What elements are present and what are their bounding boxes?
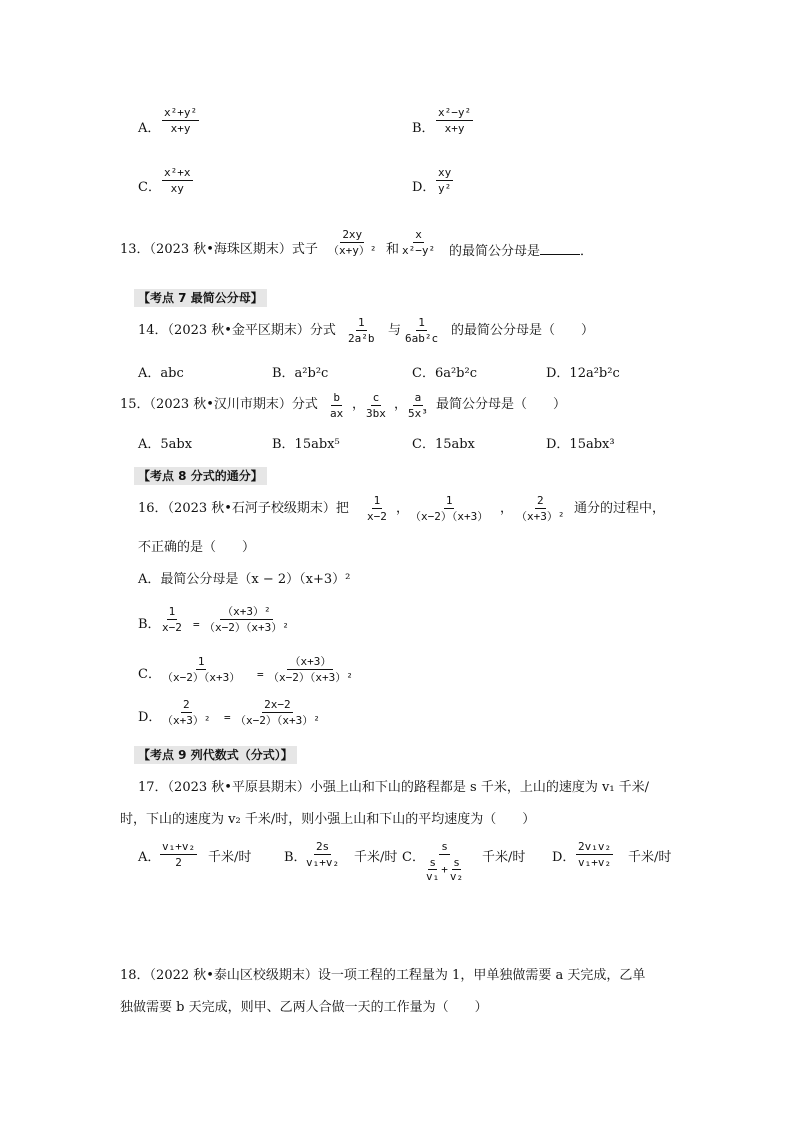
- fraction-denominator: （x−2）（x+3）: [410, 510, 489, 523]
- fraction-denominator: （x−2）（x+3）²: [235, 714, 320, 727]
- inner-fraction: [450, 856, 463, 883]
- fraction-denominator: x+y: [444, 122, 465, 135]
- q15-option-b[interactable]: B．15abx⁵: [272, 437, 340, 452]
- inner-numerator: s: [429, 856, 436, 869]
- fraction-denominator: v₁+v₂: [578, 856, 612, 869]
- q13-fraction-1: [326, 228, 379, 257]
- q14-option-c[interactable]: C．6a²b²c: [412, 366, 477, 381]
- q16-option-c-left: [160, 655, 242, 684]
- fraction-denominator: （x−2）（x+3）²: [268, 671, 353, 684]
- fraction-denominator: y²: [438, 182, 452, 195]
- q16-fraction-2: [408, 494, 490, 523]
- q15-fraction-1: [328, 391, 345, 420]
- q16-option-d-right: [233, 698, 322, 727]
- q15-suffix: 最简公分母是（ ）: [436, 397, 567, 412]
- fraction-numerator: c: [372, 391, 380, 404]
- q13-mid: 和: [386, 242, 400, 257]
- fraction-numerator: 2x−2: [264, 698, 291, 711]
- q18-line1: 18．（2022 秋•泰山区校级期末）设一项工程的工程量为 1，甲单独做需要 a 天完成，乙单: [120, 968, 646, 983]
- equals-sign: =: [224, 711, 231, 724]
- q16-prefix: 16．（2023 秋•石河子校级期末）把: [138, 501, 349, 516]
- q16-option-b-label: B．: [138, 617, 161, 632]
- fraction-numerator: 1: [168, 605, 176, 618]
- q15-prefix: 15．（2023 秋•汉川市期末）分式: [120, 397, 318, 412]
- fraction-numerator: 2xy: [342, 228, 363, 241]
- fraction-denominator: ax: [330, 407, 344, 420]
- option-b-fraction: [436, 106, 473, 135]
- fraction-numerator: 1: [418, 316, 425, 329]
- q16-line2: 不正确的是（ ）: [138, 540, 256, 555]
- comma: ，: [500, 501, 514, 516]
- q16-option-a[interactable]: A．最简公分母是（x − 2）（x+3）²: [138, 572, 351, 587]
- q14-option-d[interactable]: D．12a²b²c: [546, 366, 620, 381]
- option-c-fraction: [162, 166, 193, 195]
- q13-suffix: [449, 242, 593, 260]
- option-c-label: C．: [138, 180, 161, 195]
- q17-line1: 17．（2023 秋•平原县期末）小强上山和下山的路程都是 s 千米，上山的速度为 v₁ 千米/: [138, 780, 650, 795]
- q17-option-c-unit: 千米/时: [482, 850, 526, 865]
- fraction-denominator: 6ab²c: [405, 332, 439, 345]
- q14-option-a[interactable]: A．abc: [138, 366, 184, 381]
- fraction-denominator: x−2: [162, 621, 182, 634]
- fraction-numerator: 1: [357, 316, 365, 329]
- fraction-denominator: v₁+v₂: [306, 856, 340, 869]
- q13-suffix-text: 的最简公分母是: [449, 244, 541, 259]
- comma: ，: [396, 501, 410, 516]
- fraction-denominator: x+y: [170, 122, 191, 135]
- answer-blank[interactable]: [540, 242, 580, 255]
- inner-numerator: s: [453, 856, 460, 869]
- q17-option-d-label: D．: [552, 850, 576, 865]
- inner-fraction: [426, 856, 439, 883]
- q13-prefix: 13．（2023 秋•海珠区期末）式子: [120, 242, 318, 257]
- q16-fraction-1: [365, 494, 389, 523]
- fraction-numerator: x: [415, 228, 422, 241]
- fraction-denominator: [424, 855, 465, 883]
- q17-line2: 时，下山的速度为 v₂ 千米/时，则小强上山和下山的平均速度为（ ）: [120, 812, 536, 827]
- section-header-8: 【考点 8 分式的通分】: [134, 467, 267, 485]
- fraction-numerator: a: [414, 391, 422, 404]
- inner-denominator: v₁: [426, 870, 440, 883]
- q14-fraction-1: [346, 316, 377, 345]
- fraction-numerator: 2: [536, 494, 544, 507]
- plus-sign: +: [441, 863, 448, 876]
- fraction-denominator: xy: [170, 182, 184, 195]
- q16-option-d-left: [160, 698, 213, 727]
- q17-option-b-label: B．: [284, 850, 307, 865]
- option-a-fraction: [162, 106, 199, 135]
- q18-line2: 独做需要 b 天完成，则甲、乙两人合做一天的工作量为（ ）: [120, 1000, 488, 1015]
- fraction-denominator: x−2: [367, 510, 387, 523]
- equals-sign: =: [257, 668, 264, 681]
- q13-fraction-2: [400, 228, 437, 257]
- fraction-denominator: 2a²b: [348, 332, 375, 345]
- q15-option-d[interactable]: D．15abx³: [546, 437, 615, 452]
- q16-option-b-left: [160, 605, 184, 634]
- q14-option-b[interactable]: B．a²b²c: [272, 366, 329, 381]
- fraction-numerator: （x+3）: [289, 655, 332, 668]
- option-b-label: B．: [412, 121, 435, 136]
- q17-option-a-label: A．: [138, 850, 161, 865]
- q17-option-b-fraction: [304, 840, 341, 869]
- fraction-numerator: v₁+v₂: [162, 840, 196, 853]
- fraction-denominator: （x−2）（x+3）²: [204, 621, 289, 634]
- inner-denominator: v₂: [449, 870, 464, 883]
- fraction-denominator: 2: [175, 856, 182, 869]
- q17-option-d-fraction: [576, 840, 613, 869]
- fraction-denominator: 5x³: [408, 407, 428, 420]
- fraction-denominator: 3bx: [366, 407, 386, 420]
- q17-option-c-fraction: [424, 840, 465, 883]
- fraction-numerator: x²+y²: [164, 106, 198, 119]
- q14-fraction-2: [403, 316, 440, 345]
- option-d-fraction: [436, 166, 453, 195]
- section-header-7: 【考点 7 最简公分母】: [134, 289, 267, 307]
- q15-option-c[interactable]: C．15abx: [412, 437, 475, 452]
- fraction-numerator: （x+3）²: [222, 605, 271, 618]
- q17-option-a-fraction: [160, 840, 197, 869]
- q17-option-c-label: C．: [402, 850, 425, 865]
- q13-end: ．: [580, 244, 594, 259]
- fraction-denominator: （x+3）²: [162, 714, 211, 727]
- q15-option-a[interactable]: A．5abx: [138, 437, 193, 452]
- fraction-numerator: 2v₁v₂: [578, 840, 612, 853]
- fraction-denominator: （x+3）²: [516, 510, 565, 523]
- comma: ，: [394, 397, 408, 412]
- fraction-denominator: x²−y²: [402, 244, 436, 257]
- section-header-9: 【考点 9 列代数式（分式）】: [134, 746, 297, 764]
- fraction-numerator: b: [333, 391, 340, 404]
- option-d-label: D．: [412, 180, 436, 195]
- q15-fraction-3: [406, 391, 430, 420]
- q16-option-c-label: C．: [138, 667, 161, 682]
- q16-fraction-3: [514, 494, 567, 523]
- equals-sign: =: [193, 618, 200, 631]
- fraction-numerator: 1: [445, 494, 453, 507]
- fraction-numerator: xy: [438, 166, 452, 179]
- fraction-numerator: 1: [197, 655, 205, 668]
- fraction-numerator: 2s: [315, 840, 330, 853]
- fraction-numerator: x²−y²: [438, 106, 472, 119]
- q17-option-d-unit: 千米/时: [628, 850, 672, 865]
- q16-option-d-label: D．: [138, 710, 162, 725]
- q14-suffix: 的最简公分母是（ ）: [451, 323, 595, 338]
- q14-prefix: 14．（2023 秋•金平区期末）分式: [138, 323, 336, 338]
- fraction-denominator: （x−2）（x+3）: [162, 671, 241, 684]
- comma: ，: [352, 397, 366, 412]
- option-a-label: A．: [138, 121, 161, 136]
- fraction-numerator: 1: [373, 494, 381, 507]
- q16-option-c-right: [266, 655, 355, 684]
- fraction-numerator: s: [441, 840, 448, 853]
- fraction-denominator: （x+y）²: [328, 244, 377, 257]
- q15-fraction-2: [364, 391, 388, 420]
- fraction-numerator: x²+x: [164, 166, 191, 179]
- q17-option-a-unit: 千米/时: [208, 850, 252, 865]
- q14-mid: 与: [388, 323, 402, 338]
- fraction-numerator: 2: [182, 698, 190, 711]
- q16-suffix: 通分的过程中，: [574, 501, 666, 516]
- q16-option-b-right: [202, 605, 291, 634]
- q17-option-b-unit: 千米/时: [354, 850, 398, 865]
